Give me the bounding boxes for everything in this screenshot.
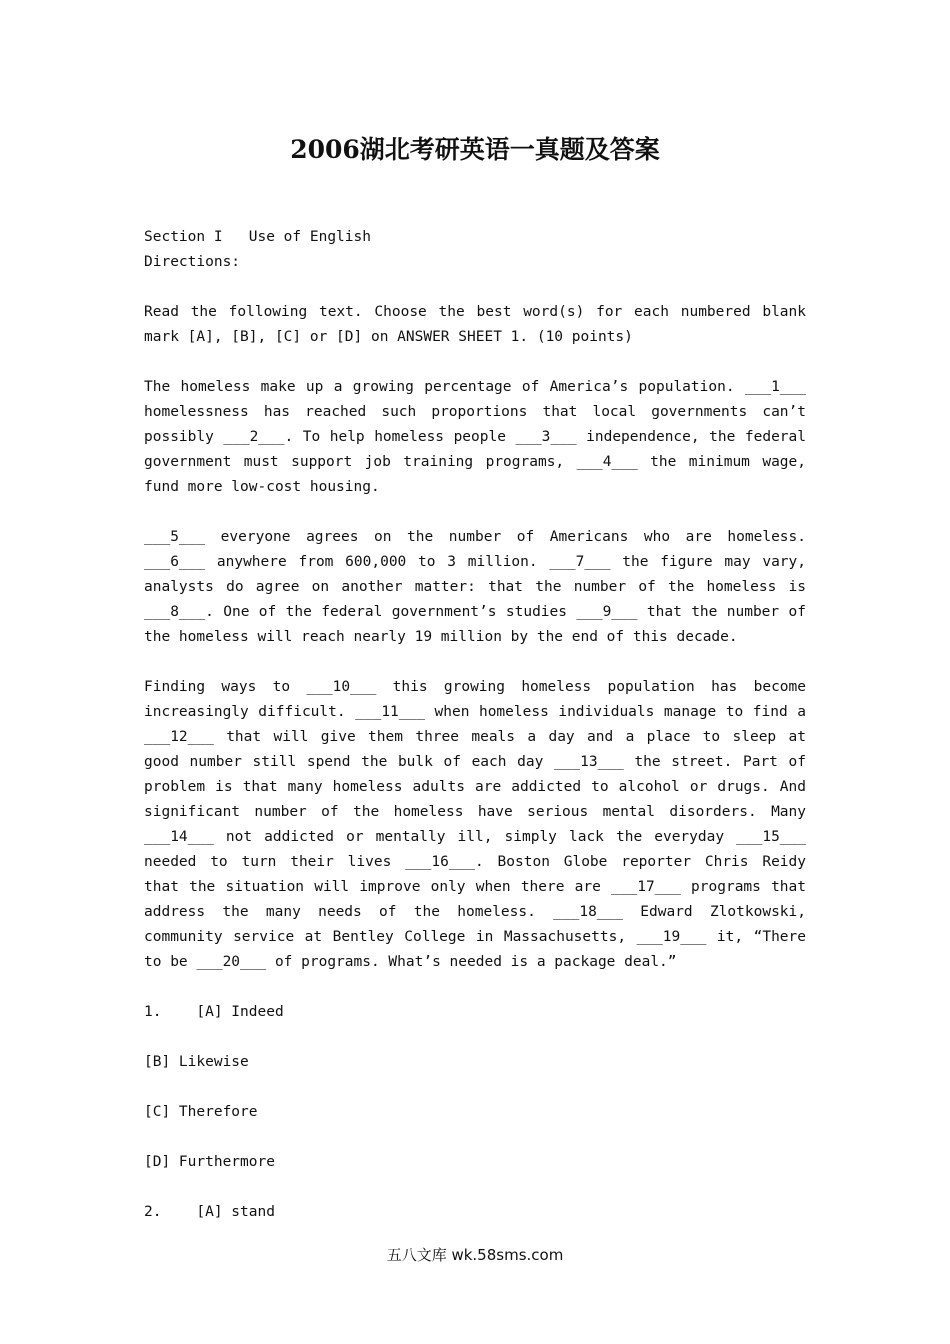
paragraph-line: to be ___20___ of programs. What’s needed is a package deal.” [144, 954, 677, 970]
paragraph-line: homelessness has reached such proportions that local governments can’t [144, 404, 806, 420]
paragraph-line: ___6___ anywhere from 600,000 to 3 million. ___7___ the figure may vary, [144, 554, 806, 570]
section-heading: Section I Use of English [144, 229, 371, 245]
spacer [144, 1075, 806, 1100]
passage-paragraph-2 [144, 525, 806, 650]
paragraph-line: ___8___. One of the federal government’s studies ___9___ that the number of [144, 604, 806, 620]
passage-paragraph-1 [144, 375, 806, 500]
paragraph-line: government must support job training programs, ___4___ the minimum wage, [144, 454, 806, 470]
answer-option: 1. [A] Indeed [144, 1004, 284, 1020]
paragraph-line: possibly ___2___. To help homeless people ___3___ independence, the federal [144, 429, 806, 445]
paragraph-line: that the situation will improve only when there are ___17___ programs that [144, 879, 806, 895]
paragraph-line: significant number of the homeless have serious mental disorders. Many [144, 804, 806, 820]
spacer [144, 975, 806, 1000]
paragraph-line: address the many needs of the homeless. ___18___ Edward Zlotkowski, [144, 904, 806, 920]
paragraph-line: increasingly difficult. ___11___ when homeless individuals manage to find a [144, 704, 806, 720]
directions-label: Directions: [144, 254, 241, 270]
paragraph-line: Finding ways to ___10___ this growing homeless population has become [144, 679, 806, 695]
spacer [144, 1175, 806, 1200]
paragraph-line: needed to turn their lives ___16___. Boston Globe reporter Chris Reidy [144, 854, 806, 870]
paragraph-line: the homeless will reach nearly 19 million by the end of this decade. [144, 629, 738, 645]
document-body [144, 225, 806, 1225]
passage-paragraph-3 [144, 675, 806, 975]
answer-option: [C] Therefore [144, 1104, 258, 1120]
paragraph-line: ___14___ not addicted or mentally ill, simply lack the everyday ___15___ [144, 829, 806, 845]
footer-watermark: 五八文库 wk.58sms.com [386, 1246, 564, 1264]
instructions-paragraph [144, 300, 806, 350]
paragraph-line: community service at Bentley College in Massachusetts, ___19___ it, “There [144, 929, 806, 945]
answer-option: [D] Furthermore [144, 1154, 275, 1170]
answer-option: [B] Likewise [144, 1054, 249, 1070]
spacer [144, 275, 806, 300]
paragraph-line: ___5___ everyone agrees on the number of Americans who are homeless. [144, 529, 806, 545]
paragraph-line: good number still spend the bulk of each day ___13___ the street. Part of [144, 754, 806, 770]
spacer [144, 1125, 806, 1150]
spacer [144, 350, 806, 375]
paragraph-line: mark [A], [B], [C] or [D] on ANSWER SHEET 1. (10 points) [144, 329, 633, 345]
paragraph-line: problem is that many homeless adults are addicted to alcohol or drugs. And [144, 779, 806, 795]
answer-option: 2. [A] stand [144, 1204, 275, 1220]
paragraph-line: Read the following text. Choose the best word(s) for each numbered blank [144, 304, 806, 320]
paragraph-line: ___12___ that will give them three meals a day and a place to sleep at [144, 729, 806, 745]
page-title: 2006湖北考研英语一真题及答案 [290, 135, 660, 164]
paragraph-line: fund more low-cost housing. [144, 479, 380, 495]
paragraph-line: analysts do agree on another matter: that the number of the homeless is [144, 579, 806, 595]
spacer [144, 1025, 806, 1050]
paragraph-line: The homeless make up a growing percentage of America’s population. ___1___ [144, 379, 806, 395]
spacer [144, 500, 806, 525]
spacer [144, 650, 806, 675]
